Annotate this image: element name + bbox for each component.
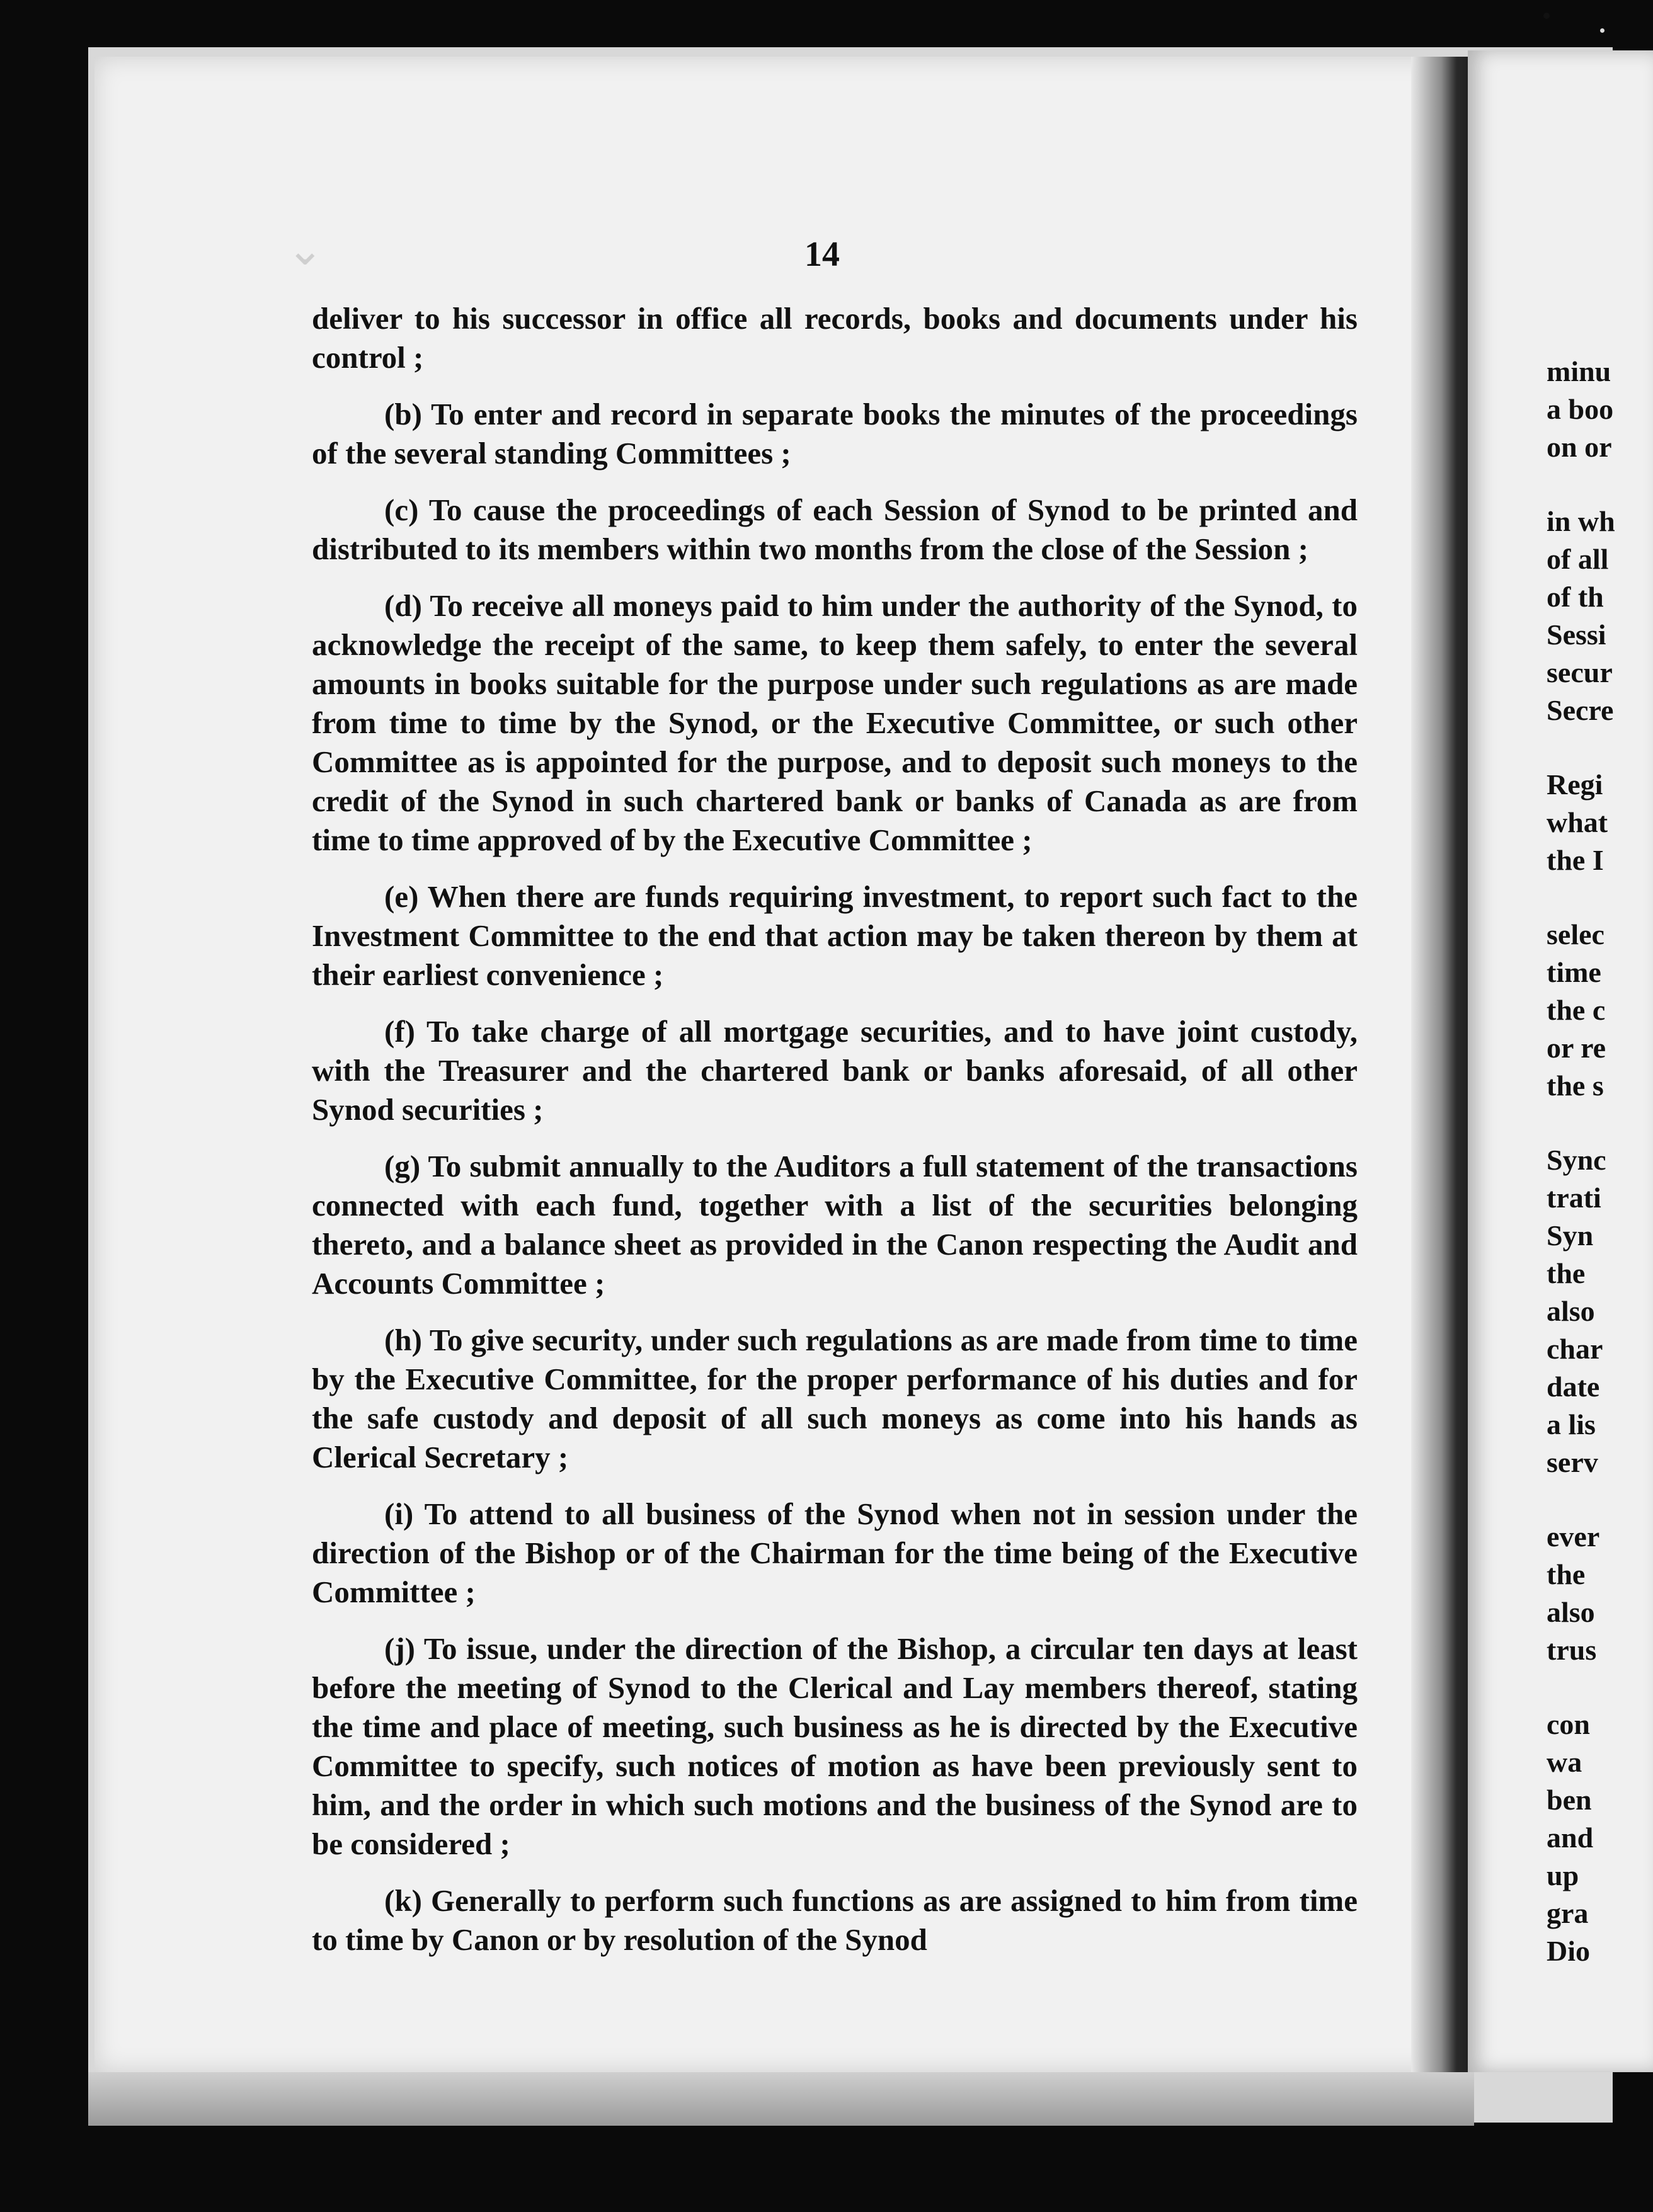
paragraph-i: (i) To attend to all business of the Synod when not in session under the direction of the Bishop or of the Chairman for the time being of the Executive Committee ; bbox=[312, 1497, 1358, 1609]
facing-line: or re bbox=[1547, 1032, 1606, 1064]
facing-line: Regi bbox=[1547, 768, 1603, 801]
facing-line: the s bbox=[1547, 1069, 1604, 1102]
facing-line: in wh bbox=[1547, 505, 1615, 537]
page-stack-edge bbox=[88, 2072, 1474, 2126]
facing-line: Sync bbox=[1547, 1144, 1606, 1176]
facing-line: also bbox=[1547, 1596, 1595, 1628]
facing-line: Sessi bbox=[1547, 619, 1606, 651]
facing-line: Secre bbox=[1547, 694, 1614, 726]
facing-line: the bbox=[1547, 1558, 1586, 1590]
facing-line: the c bbox=[1547, 994, 1606, 1026]
facing-line: the I bbox=[1547, 844, 1604, 876]
facing-line: up bbox=[1547, 1859, 1579, 1891]
facing-line: wa bbox=[1547, 1746, 1582, 1778]
facing-line: time bbox=[1547, 956, 1601, 988]
facing-line: also bbox=[1547, 1295, 1595, 1327]
paragraph-f: (f) To take charge of all mortgage securities, and to have joint custody, with the Treasurer and the chartered bank or banks aforesaid, of all other Synod securities ; bbox=[312, 1014, 1358, 1127]
scan-speck bbox=[1543, 13, 1550, 19]
facing-line: Dio bbox=[1547, 1935, 1590, 1967]
facing-line: on or bbox=[1547, 431, 1612, 463]
facing-line: date bbox=[1547, 1371, 1600, 1403]
facing-line: gra bbox=[1547, 1897, 1589, 1929]
paragraph-j: (j) To issue, under the direction of the Bishop, a circular ten days at least before the meeting of Synod to the Clerical and Lay members thereof, stating the time and place of meeting, such business as he is directed by the Executive Committee to specify, such notices of motion as have been previously sent to him, and the order in which such motions and the business of the Synod are to be considered ; bbox=[312, 1631, 1358, 1861]
facing-line: a lis bbox=[1547, 1408, 1596, 1440]
facing-line: and bbox=[1547, 1821, 1594, 1854]
facing-line: the bbox=[1547, 1257, 1586, 1289]
facing-page-text bbox=[1547, 353, 1653, 1970]
facing-line: secur bbox=[1547, 656, 1613, 688]
paragraph-k: (k) Generally to perform such functions as are assigned to him from time to time by Canon or by resolution of the Synod bbox=[312, 1883, 1358, 1957]
page-number: 14 bbox=[804, 235, 840, 274]
facing-line: a boo bbox=[1547, 393, 1614, 425]
paragraph-d: (d) To receive all moneys paid to him under the authority of the Synod, to acknowledge the receipt of the same, to keep them safely, to enter the several amounts in books suitable for the purpose under such regulations as are made from time to time by the Synod, or the Executive Committee, or such other Committee as is appointed for the purpose, and to deposit such moneys to the credit of the Synod in such chartered bank or banks of Canada as are from time to time approved of by the Executive Committee ; bbox=[312, 588, 1358, 857]
paragraph-continuation: deliver to his successor in office all records, books and documents under his control ; bbox=[312, 301, 1358, 375]
paragraph-c: (c) To cause the proceedings of each Session of Synod to be printed and distributed to its members within two months from the close of the Session ; bbox=[312, 493, 1358, 566]
facing-line: of th bbox=[1547, 581, 1604, 613]
facing-line: char bbox=[1547, 1333, 1603, 1365]
facing-line: con bbox=[1547, 1708, 1590, 1740]
facing-line: ben bbox=[1547, 1784, 1592, 1816]
paragraph-e: (e) When there are funds requiring investment, to report such fact to the Investment Committee to the end that action may be taken thereon by them at their earliest convenience ; bbox=[312, 879, 1358, 992]
facing-line: trati bbox=[1547, 1182, 1601, 1214]
facing-line: trus bbox=[1547, 1634, 1597, 1666]
facing-line: of all bbox=[1547, 543, 1609, 575]
paragraph-b: (b) To enter and record in separate books the minutes of the proceedings of the several standing Committees ; bbox=[312, 397, 1358, 470]
paragraph-h: (h) To give security, under such regulations as are made from time to time by the Executive Committee, for the proper performance of his duties and for the safe custody and deposit of all such moneys as come into his hands as Clerical Secretary ; bbox=[312, 1323, 1358, 1474]
paragraph-g: (g) To submit annually to the Auditors a full statement of the transactions connected with each fund, together with a list of the securities belonging thereto, and a balance sheet as provided in the Canon respecting the Audit and Accounts Committee ; bbox=[312, 1149, 1358, 1301]
facing-line: selec bbox=[1547, 918, 1604, 950]
facing-line: Syn bbox=[1547, 1219, 1594, 1251]
facing-line: minu bbox=[1547, 355, 1611, 387]
facing-line: serv bbox=[1547, 1446, 1598, 1478]
scan-speck bbox=[1600, 28, 1604, 33]
facing-line: what bbox=[1547, 806, 1608, 838]
scan-mark: ⌄ bbox=[287, 226, 324, 275]
facing-line: ever bbox=[1547, 1520, 1600, 1553]
page-body bbox=[312, 299, 1358, 1977]
